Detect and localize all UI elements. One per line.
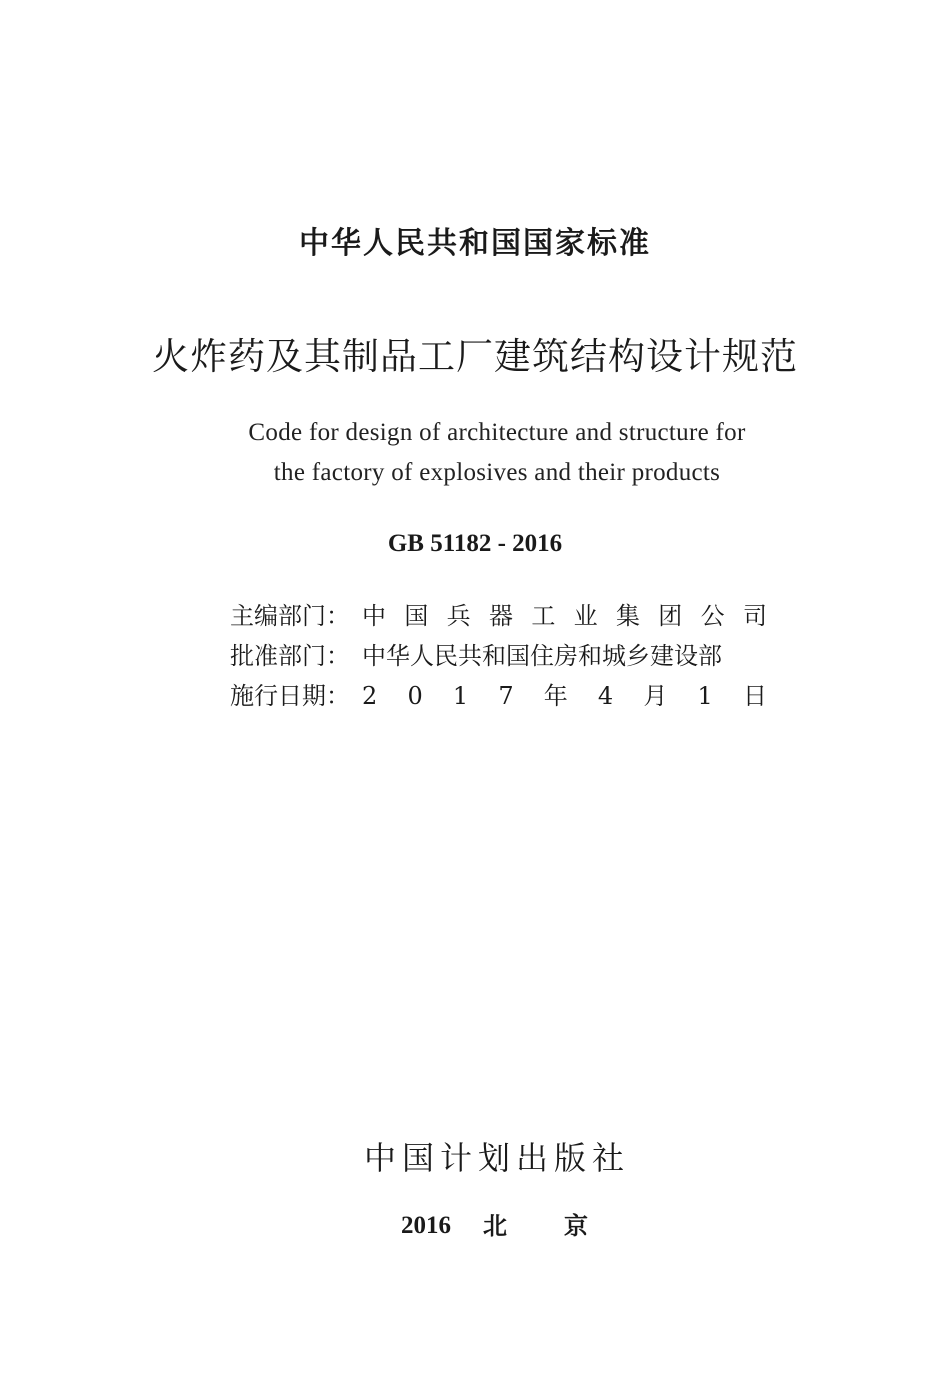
chief-char: 工 (531, 602, 556, 630)
approval-department-value: 中华人民共和国住房和城乡建设部 (362, 642, 722, 670)
publication-line (0, 1206, 950, 1246)
date-char: 日 (742, 682, 767, 710)
approval-department-row (230, 636, 790, 676)
publication-city-char-2: 京 (564, 1212, 588, 1240)
date-char: 4 (597, 682, 614, 710)
chief-department-label: 主编部门： (230, 602, 350, 630)
effective-date-label: 施行日期： (230, 682, 350, 710)
chief-char: 团 (658, 602, 683, 630)
effective-date-value (362, 676, 767, 716)
chief-char: 司 (742, 602, 767, 630)
info-block (230, 596, 790, 716)
chief-char: 兵 (446, 602, 471, 630)
date-char: 年 (543, 682, 568, 710)
effective-date-row (230, 676, 790, 716)
date-char: 2 (362, 682, 378, 710)
standard-type-heading: 中华人民共和国国家标准 (299, 226, 651, 261)
publication-city-char-1: 北 (483, 1212, 507, 1240)
date-char: 1 (697, 682, 713, 710)
chief-char: 公 (700, 602, 725, 630)
chief-department-row (230, 596, 790, 636)
chief-char: 国 (404, 602, 429, 630)
date-char: 0 (407, 682, 423, 710)
date-char: 1 (452, 682, 469, 710)
approval-department-label: 批准部门： (230, 642, 350, 670)
chief-char: 中 (362, 602, 386, 630)
title-chinese: 火炸药及其制品工厂建筑结构设计规范 (152, 335, 798, 378)
chief-char: 业 (573, 602, 598, 630)
chief-char: 器 (488, 602, 513, 630)
title-english-line-1: Code for design of architecture and structure for (248, 419, 746, 446)
title-english-line-2: the factory of explosives and their products (273, 459, 721, 486)
chief-char: 集 (615, 602, 640, 630)
standard-number: GB 51182 - 2016 (387, 530, 563, 557)
chief-department-value (362, 596, 767, 636)
publication-year: 2016 (401, 1212, 451, 1239)
date-char: 7 (498, 682, 514, 710)
date-char: 月 (643, 682, 668, 710)
publisher-name: 中国计划出版社 (363, 1139, 630, 1177)
